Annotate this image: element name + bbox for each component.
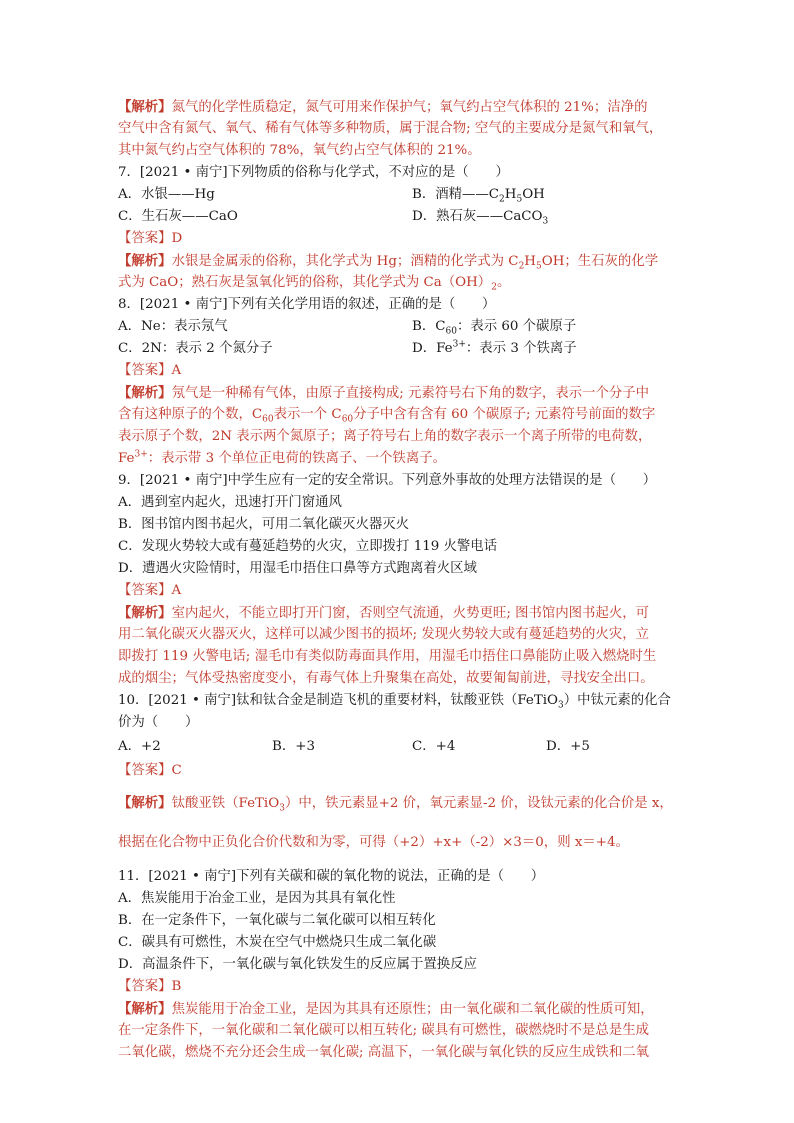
q9-analysis-line-4: 成的烟尘；气体受热密度变小，有毒气体上升聚集在高处，故要匍匐前进，寻找安全出口。 (118, 671, 654, 686)
q8-analysis-line-2: 含有这种原子的个数，$C_{60}$表示一个 $C_{60}$分子中含有含有 60 个碳原子; 元素符号前面的数字 (118, 407, 656, 425)
q8-answer: 【答案】A (118, 363, 182, 378)
q10-option-b: B．+3 (272, 739, 315, 754)
q7-option-d: D．熟石灰——CaCO$_3$ (412, 209, 549, 227)
q11-option-b: B．在一定条件下，一氧化碳与二氧化碳可以相互转化 (118, 913, 436, 928)
q9-answer: 【答案】A (118, 583, 182, 598)
analysis-label: 【解析】 (118, 99, 172, 115)
q8-option-a: A．Ne：表示氖气 (118, 319, 228, 334)
q8-option-d: D．$Fe^{3+}$：表示 3 个铁离子 (412, 339, 577, 356)
q7-option-a: A．水银——Hg (118, 187, 215, 202)
q7-answer: 【答案】D (118, 231, 183, 246)
q9-option-d: D．遭遇火灾险情时，用湿毛巾捂住口鼻等方式跑离着火区域 (118, 561, 477, 576)
q11-option-c: C．碳具有可燃性，木炭在空气中燃烧只生成二氧化碳 (118, 935, 437, 950)
q10-analysis-line-1: 【解析】钛酸亚铁（FeTiO$_3$）中，铁元素显+2 价，氧元素显-2 价，设钛元素的化合价是 x， (118, 795, 673, 814)
q9-analysis-line-2: 用二氧化碳灭火器灭火，这样可以减少图书的损坏; 发现火势较大或有蔓延趋势的火灾，立 (118, 627, 649, 642)
q11-analysis-line-3: 二氧化碳，燃烧不充分还会生成一氧化碳; 高温下，一氧化碳与氧化铁的反应生成铁和二氧 (118, 1045, 649, 1060)
q9-analysis-line-3: 即拨打 119 火警电话; 湿毛巾有类似防毒面具作用，用湿毛巾捂住口鼻能防止吸入燃烧时生 (118, 649, 657, 664)
q9-analysis-line-1: 【解析】室内起火，不能立即打开门窗，否则空气流通，火势更旺; 图书馆内图书起火，可 (118, 605, 649, 621)
q8-analysis-line-4: $Fe^{3+}$：表示带 3 个单位正电荷的铁离子、一个铁离子。 (118, 449, 446, 466)
q9-stem: 9．[2021 • 南宁]中学生应有一定的安全常识。下列意外事故的处理方法错误的是（ ） (118, 473, 657, 488)
q6-analysis-line-3: 其中氮气约占空气体积的 78%，氧气约占空气体积的 21%。 (118, 143, 481, 158)
q7-option-b: B．酒精$——C_2H_5OH$ (412, 187, 545, 205)
q10-option-c: C．+4 (412, 739, 456, 754)
q6-analysis-line-2: 空气中含有氮气、氧气、稀有气体等多种物质，属于混合物; 空气的主要成分是氮气和氧气， (118, 121, 663, 136)
q11-option-d: D．高温条件下，一氧化碳与氧化铁发生的反应属于置换反应 (118, 957, 477, 972)
q8-stem: 8．[2021 • 南宁]下列有关化学用语的叙述，正确的是（ ） (118, 297, 496, 312)
q8-analysis-line-3: 表示原子个数，2N 表示两个氮原子；离子符号右上角的数字表示一个离子所带的电荷数， (118, 429, 652, 444)
q10-stem-line-2: 价为（ ） (118, 715, 199, 730)
q7-analysis-line-2: 式为 CaO；熟石灰是氢氧化钙的俗称，其化学式为 $Ca(OH)_2$。 (118, 275, 511, 293)
q11-option-a: A．焦炭能用于冶金工业，是因为其具有氧化性 (118, 891, 396, 906)
q8-option-b: B．$C_{60}$：表示 60 个碳原子 (412, 319, 577, 337)
q8-option-c: C．2N：表示 2 个氮分子 (118, 341, 273, 356)
q9-option-a: A．遇到室内起火，迅速打开门窗通风 (118, 495, 342, 510)
q11-analysis-line-2: 在一定条件下，一氧化碳和二氧化碳可以相互转化; 碳具有可燃性，碳燃烧时不是总是生成 (118, 1023, 649, 1038)
q10-stem-line-1: 10．[2021 • 南宁]钛和钛合金是制造飞机的重要材料，钛酸亚铁（FeTiO$_3$）中钛元素的化合 (118, 693, 671, 711)
q10-answer: 【答案】C (118, 763, 182, 778)
q7-option-c: C．生石灰——CaO (118, 209, 238, 224)
q9-option-c: C．发现火势较大或有蔓延趋势的火灾，立即拨打 119 火警电话 (118, 539, 498, 554)
q10-option-a: A．+2 (118, 739, 161, 754)
q10-analysis-line-2: 根据在化合物中正负化合价代数和为零，可得（+2）+x+（-2）×3＝0，则 x＝+4。 (118, 835, 629, 850)
q7-analysis-line-1: 【解析】水银是金属汞的俗称，其化学式为 Hg；酒精的化学式为 $C_2H_5OH$；生石灰的化学 (118, 253, 659, 272)
q11-answer: 【答案】B (118, 979, 182, 994)
q10-option-d: D．+5 (546, 739, 590, 754)
q7-stem: 7．[2021 • 南宁]下列物质的俗称与化学式，不对应的是（ ） (118, 165, 509, 180)
q8-analysis-line-1: 【解析】氖气是一种稀有气体，由原子直接构成; 元素符号右下角的数字，表示一个分子中 (118, 385, 649, 401)
q11-stem: 11．[2021 • 南宁]下列有关碳和碳的氧化物的说法，正确的是（ ） (118, 869, 545, 884)
q6-analysis-line-1: 【解析】氮气的化学性质稳定，氮气可用来作保护气；氧气约占空气体积的 21%；洁净的 (118, 99, 648, 115)
q9-option-b: B．图书馆内图书起火，可用二氧化碳灭火器灭火 (118, 517, 410, 532)
q11-analysis-line-1: 【解析】焦炭能用于冶金工业，是因为其具有还原性；由一氧化碳和二氧化碳的性质可知， (118, 1001, 654, 1017)
